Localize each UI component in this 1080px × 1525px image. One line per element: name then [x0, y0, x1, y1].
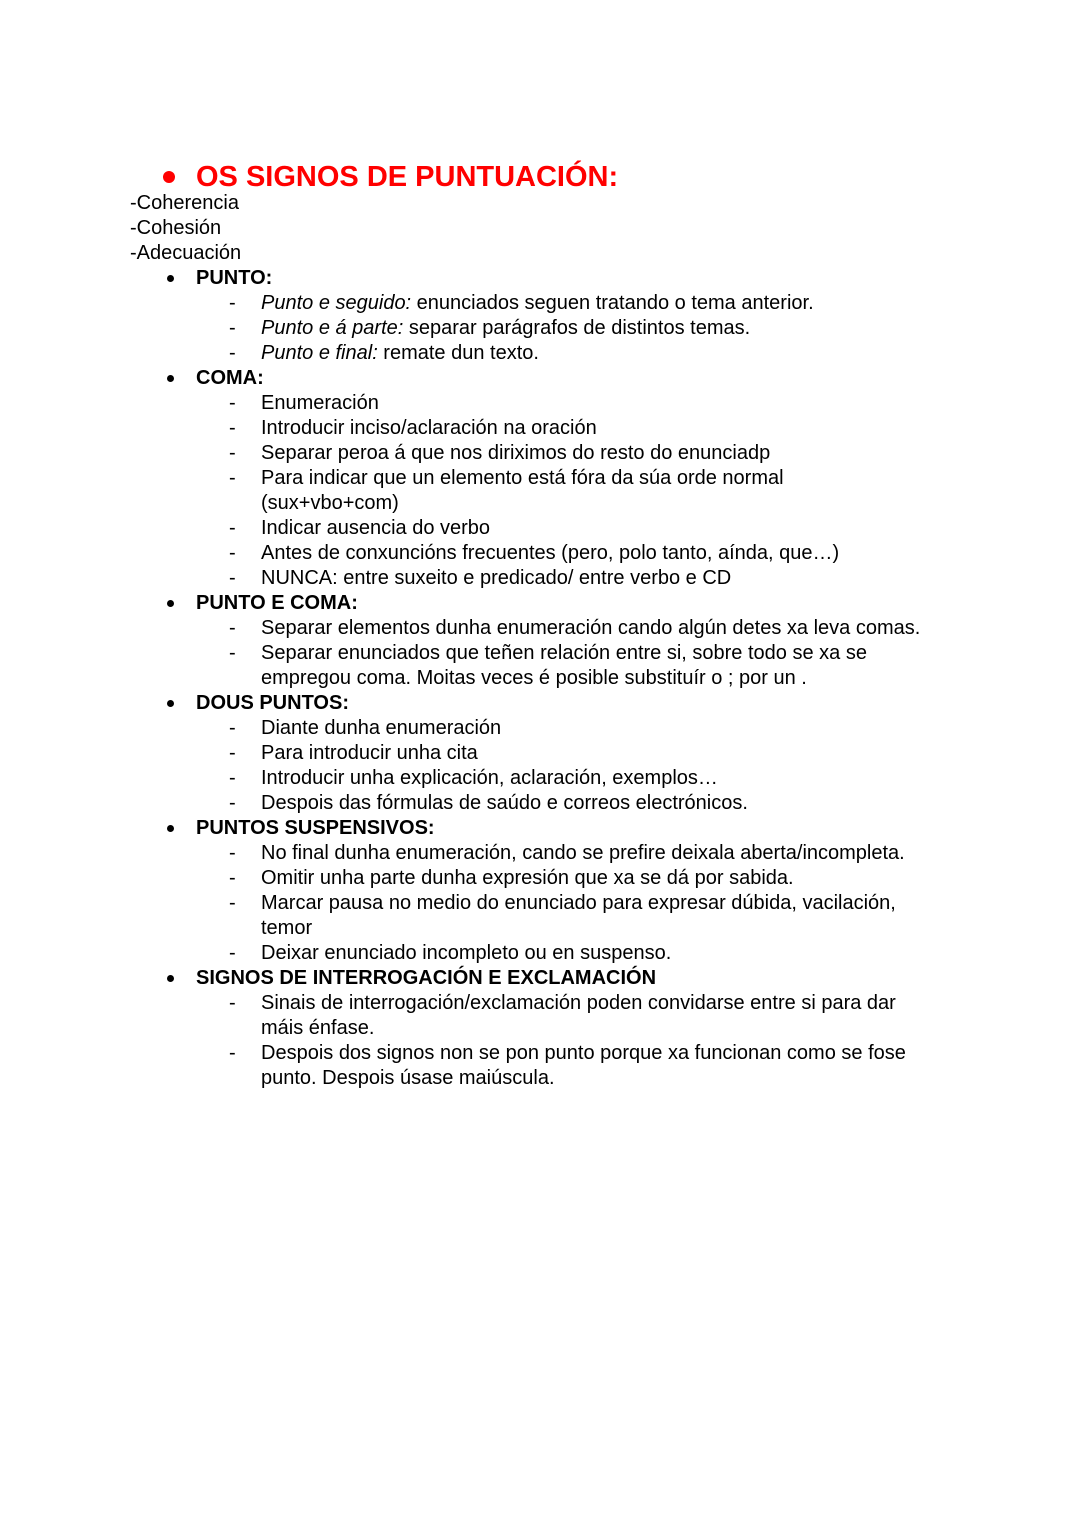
item-text: Separar enunciados que teñen relación entre si, sobre todo se xa se empregou coma. Moitas veces é posible substituír o ; por un .: [261, 642, 867, 689]
item-text: Deixar enunciado incompleto ou en suspenso.: [261, 942, 672, 964]
dash-marker: -: [229, 717, 236, 739]
list-item: [0, 441, 921, 466]
list-item: [0, 841, 921, 866]
dash-marker: -: [229, 467, 236, 489]
item-text: Enumeración: [261, 392, 379, 414]
intro-line: -Adecuación: [130, 242, 242, 264]
dash-marker: -: [229, 317, 236, 339]
dash-marker: -: [229, 767, 236, 789]
item-text: Antes de conxuncións frecuentes (pero, polo tanto, aínda, que…): [261, 542, 840, 564]
bullet-icon: [167, 975, 174, 982]
dash-marker: -: [229, 442, 236, 464]
list-item: [0, 291, 921, 316]
item-term: Punto e final:: [261, 342, 378, 364]
list-item: [0, 741, 921, 766]
section-heading: DOUS PUNTOS:: [0, 691, 1080, 716]
dash-marker: -: [229, 992, 236, 1014]
list-item: [0, 316, 921, 341]
dash-marker: -: [229, 1042, 236, 1064]
list-item: [0, 766, 921, 791]
page-title: OS SIGNOS DE PUNTUACIÓN:: [196, 161, 619, 193]
document-body: [0, 191, 1080, 1091]
list-item: [0, 791, 921, 816]
list-item: [0, 1041, 921, 1091]
dash-marker: -: [229, 792, 236, 814]
list-item: [0, 416, 921, 441]
dash-marker: -: [229, 517, 236, 539]
dash-marker: -: [229, 567, 236, 589]
item-text: Indicar ausencia do verbo: [261, 517, 491, 539]
item-text: Marcar pausa no medio do enunciado para expresar dúbida, vacilación, temor: [261, 892, 896, 939]
item-term: Punto e á parte:: [261, 317, 404, 339]
title-bullet-icon: [163, 171, 175, 183]
item-text: Separar elementos dunha enumeración cando algún detes xa leva comas.: [261, 617, 921, 639]
dash-marker: -: [229, 842, 236, 864]
bullet-icon: [167, 700, 174, 707]
list-item: [0, 641, 921, 691]
intro-line: -Cohesión: [130, 217, 222, 239]
item-text: Introducir inciso/aclaración na oración: [261, 417, 597, 439]
item-text: Despois dos signos non se pon punto porque xa funcionan como se fose punto. Despois úsase maiúscula.: [261, 1042, 906, 1089]
section-heading: PUNTO E COMA:: [0, 591, 1080, 616]
list-item: [0, 541, 921, 566]
item-text: Sinais de interrogación/exclamación poden convidarse entre si para dar máis énfase.: [261, 992, 896, 1039]
list-item: [0, 516, 921, 541]
list-item: [0, 466, 921, 516]
list-item: [0, 616, 921, 641]
bullet-icon: [167, 825, 174, 832]
dash-marker: -: [229, 867, 236, 889]
intro-line: -Coherencia: [130, 192, 239, 214]
item-term: Punto e seguido:: [261, 292, 412, 314]
item-text: NUNCA: entre suxeito e predicado/ entre verbo e CD: [261, 567, 732, 589]
item-text: separar parágrafos de distintos temas.: [403, 317, 751, 339]
bullet-icon: [167, 275, 174, 282]
dash-marker: -: [229, 942, 236, 964]
list-item: [0, 866, 921, 891]
dash-marker: -: [229, 417, 236, 439]
list-item: [0, 941, 921, 966]
dash-marker: -: [229, 292, 236, 314]
section-heading: COMA:: [0, 366, 1080, 391]
list-item: [0, 566, 921, 591]
dash-marker: -: [229, 617, 236, 639]
bullet-icon: [167, 600, 174, 607]
section-heading: PUNTO:: [0, 266, 1080, 291]
item-text: Diante dunha enumeración: [261, 717, 502, 739]
list-item: [0, 716, 921, 741]
section-heading: SIGNOS DE INTERROGACIÓN E EXCLAMACIÓN: [0, 966, 1080, 991]
dash-marker: -: [229, 542, 236, 564]
item-text: No final dunha enumeración, cando se prefire deixala aberta/incompleta.: [261, 842, 905, 864]
list-item: [0, 891, 921, 941]
dash-marker: -: [229, 742, 236, 764]
list-item: [0, 391, 921, 416]
list-item: [0, 991, 921, 1041]
item-text: Despois das fórmulas de saúdo e correos electrónicos.: [261, 792, 748, 814]
dash-marker: -: [229, 892, 236, 914]
item-text: Omitir unha parte dunha expresión que xa se dá por sabida.: [261, 867, 794, 889]
item-text: Introducir unha explicación, aclaración, exemplos…: [261, 767, 718, 789]
item-text: Separar peroa á que nos diriximos do resto do enunciadp: [261, 442, 771, 464]
section-heading: PUNTOS SUSPENSIVOS:: [0, 816, 1080, 841]
item-text: enunciados seguen tratando o tema anterior.: [411, 292, 814, 314]
dash-marker: -: [229, 342, 236, 364]
dash-marker: -: [229, 642, 236, 664]
list-item: [0, 341, 921, 366]
item-text: Para indicar que un elemento está fóra da súa orde normal (sux+vbo+com): [261, 467, 784, 514]
bullet-icon: [167, 375, 174, 382]
item-text: Para introducir unha cita: [261, 742, 478, 764]
dash-marker: -: [229, 392, 236, 414]
item-text: remate dun texto.: [377, 342, 539, 364]
